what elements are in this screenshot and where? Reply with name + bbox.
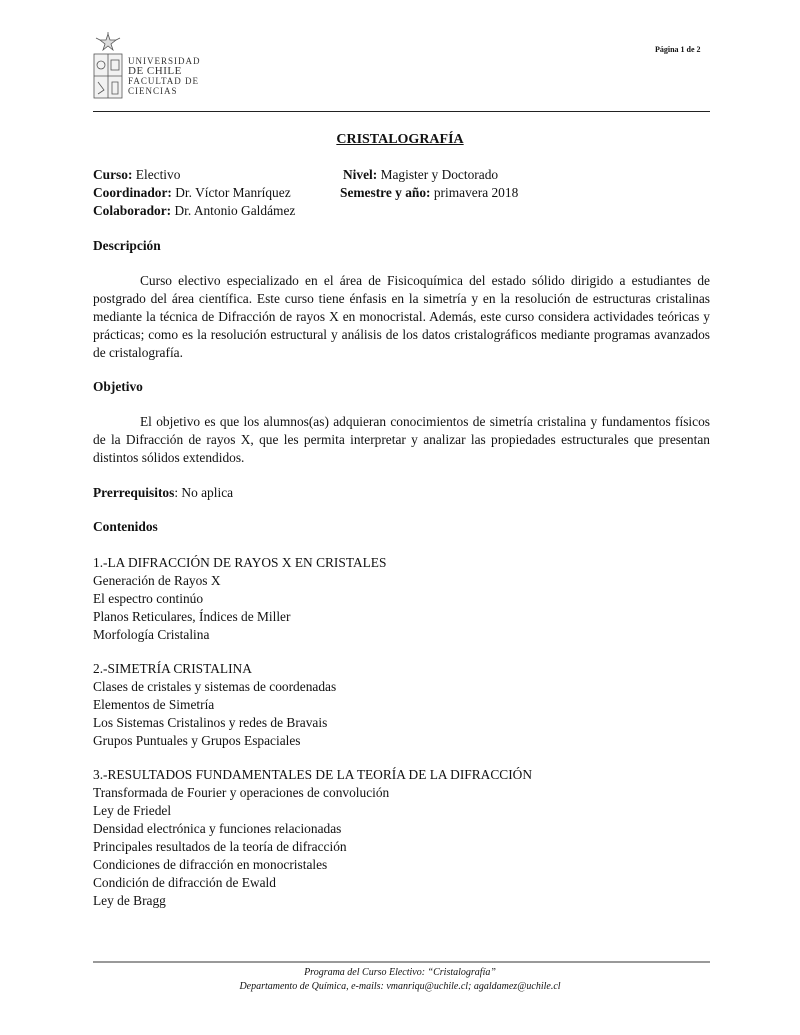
header-divider <box>93 111 710 112</box>
contenidos-section-2 <box>93 660 336 750</box>
nivel-value: Magister y Doctorado <box>380 167 499 182</box>
section-title: 2.-SIMETRÍA CRISTALINA <box>93 661 252 676</box>
logo-line-4: CIENCIAS <box>128 86 178 96</box>
university-name <box>128 56 201 96</box>
descripcion-text: Curso electivo especializado en el área de Fisicoquímica del estado sólido dirigido a estudiantes de postgrado del área científica. Este curso tiene énfasis en la simetría y en la resolución de estructuras cristalinas mediante la técnica de Difracción de rayos X en monocristal. Además, este curso considera actividades teóricas y prácticas; como es la resolución estructural y análisis de los datos cristalográficos mediante programas avanzados de cristalografía. <box>93 273 710 360</box>
list-item: Elementos de Simetría <box>93 697 215 712</box>
list-item: Densidad electrónica y funciones relacionadas <box>93 821 342 836</box>
list-item: Morfología Cristalina <box>93 627 210 642</box>
list-item: Condición de difracción de Ewald <box>93 875 276 890</box>
section-title: 3.-RESULTADOS FUNDAMENTALES DE LA TEORÍA DE LA DIFRACCIÓN <box>93 767 533 782</box>
semestre-line <box>340 184 518 202</box>
objetivo-heading-text: Objetivo <box>93 379 143 394</box>
logo-line-3: FACULTAD DE <box>128 76 200 86</box>
page-title: CRISTALOGRAFÍA <box>336 132 464 147</box>
list-item: Los Sistemas Cristalinos y redes de Bravais <box>93 715 328 730</box>
colaborador-line <box>93 202 295 220</box>
list-item: Clases de cristales y sistemas de coordenadas <box>93 679 337 694</box>
footer-line-2: Departamento de Química, e-mails: vmanriqu@uchile.cl; agaldamez@uchile.cl <box>239 981 561 992</box>
list-item: Planos Reticulares, Índices de Miller <box>93 609 291 624</box>
logo-line-2: DE CHILE <box>128 65 182 77</box>
prerrequisitos-value: : No aplica <box>174 485 234 500</box>
curso-line <box>93 166 180 184</box>
list-item: Generación de Rayos X <box>93 573 221 588</box>
list-item: Ley de Bragg <box>93 893 166 908</box>
colaborador-label: Colaborador: <box>93 203 172 218</box>
contenidos-section-3 <box>93 766 532 910</box>
curso-value: Electivo <box>135 167 181 182</box>
list-item: Ley de Friedel <box>93 803 172 818</box>
prerrequisitos-line <box>93 484 233 502</box>
nivel-line <box>343 166 498 184</box>
prerrequisitos-label: Prerrequisitos <box>93 485 175 500</box>
semestre-value: primavera 2018 <box>433 185 519 200</box>
list-item: El espectro continúo <box>93 591 204 606</box>
colaborador-value: Dr. Antonio Galdámez <box>174 203 296 218</box>
contenidos-section-1 <box>93 554 386 644</box>
list-item: Principales resultados de la teoría de difracción <box>93 839 347 854</box>
footer-line-1: Programa del Curso Electivo: “Cristalografía” <box>304 967 496 978</box>
objetivo-text: El objetivo es que los alumnos(as) adquieran conocimientos de simetría cristalina y fundamentos físicos de la Difracción de rayos X, que les permita interpretar y analizar las propiedades estructurales que presentan distintos sólidos extendidos. <box>93 414 710 465</box>
descripcion-heading <box>93 237 161 255</box>
section-title: 1.-LA DIFRACCIÓN DE RAYOS X EN CRISTALES <box>93 555 387 570</box>
curso-label: Curso: <box>93 167 133 182</box>
semestre-label: Semestre y año: <box>340 185 431 200</box>
contenidos-heading <box>93 518 158 536</box>
logo-line-1: UNIVERSIDAD <box>128 56 201 66</box>
nivel-label: Nivel: <box>343 167 378 182</box>
coordinador-value: Dr. Víctor Manríquez <box>175 185 291 200</box>
contenidos-heading-text: Contenidos <box>93 519 158 534</box>
coordinador-label: Coordinador: <box>93 185 172 200</box>
page-number: Página 1 de 2 <box>655 45 701 54</box>
descripcion-heading-text: Descripción <box>93 238 161 253</box>
list-item: Condiciones de difracción en monocristales <box>93 857 328 872</box>
objetivo-heading <box>93 378 143 396</box>
list-item: Grupos Puntuales y Grupos Espaciales <box>93 733 301 748</box>
list-item: Transformada de Fourier y operaciones de convolución <box>93 785 390 800</box>
coordinador-line <box>93 184 291 202</box>
footer-divider <box>93 961 710 963</box>
